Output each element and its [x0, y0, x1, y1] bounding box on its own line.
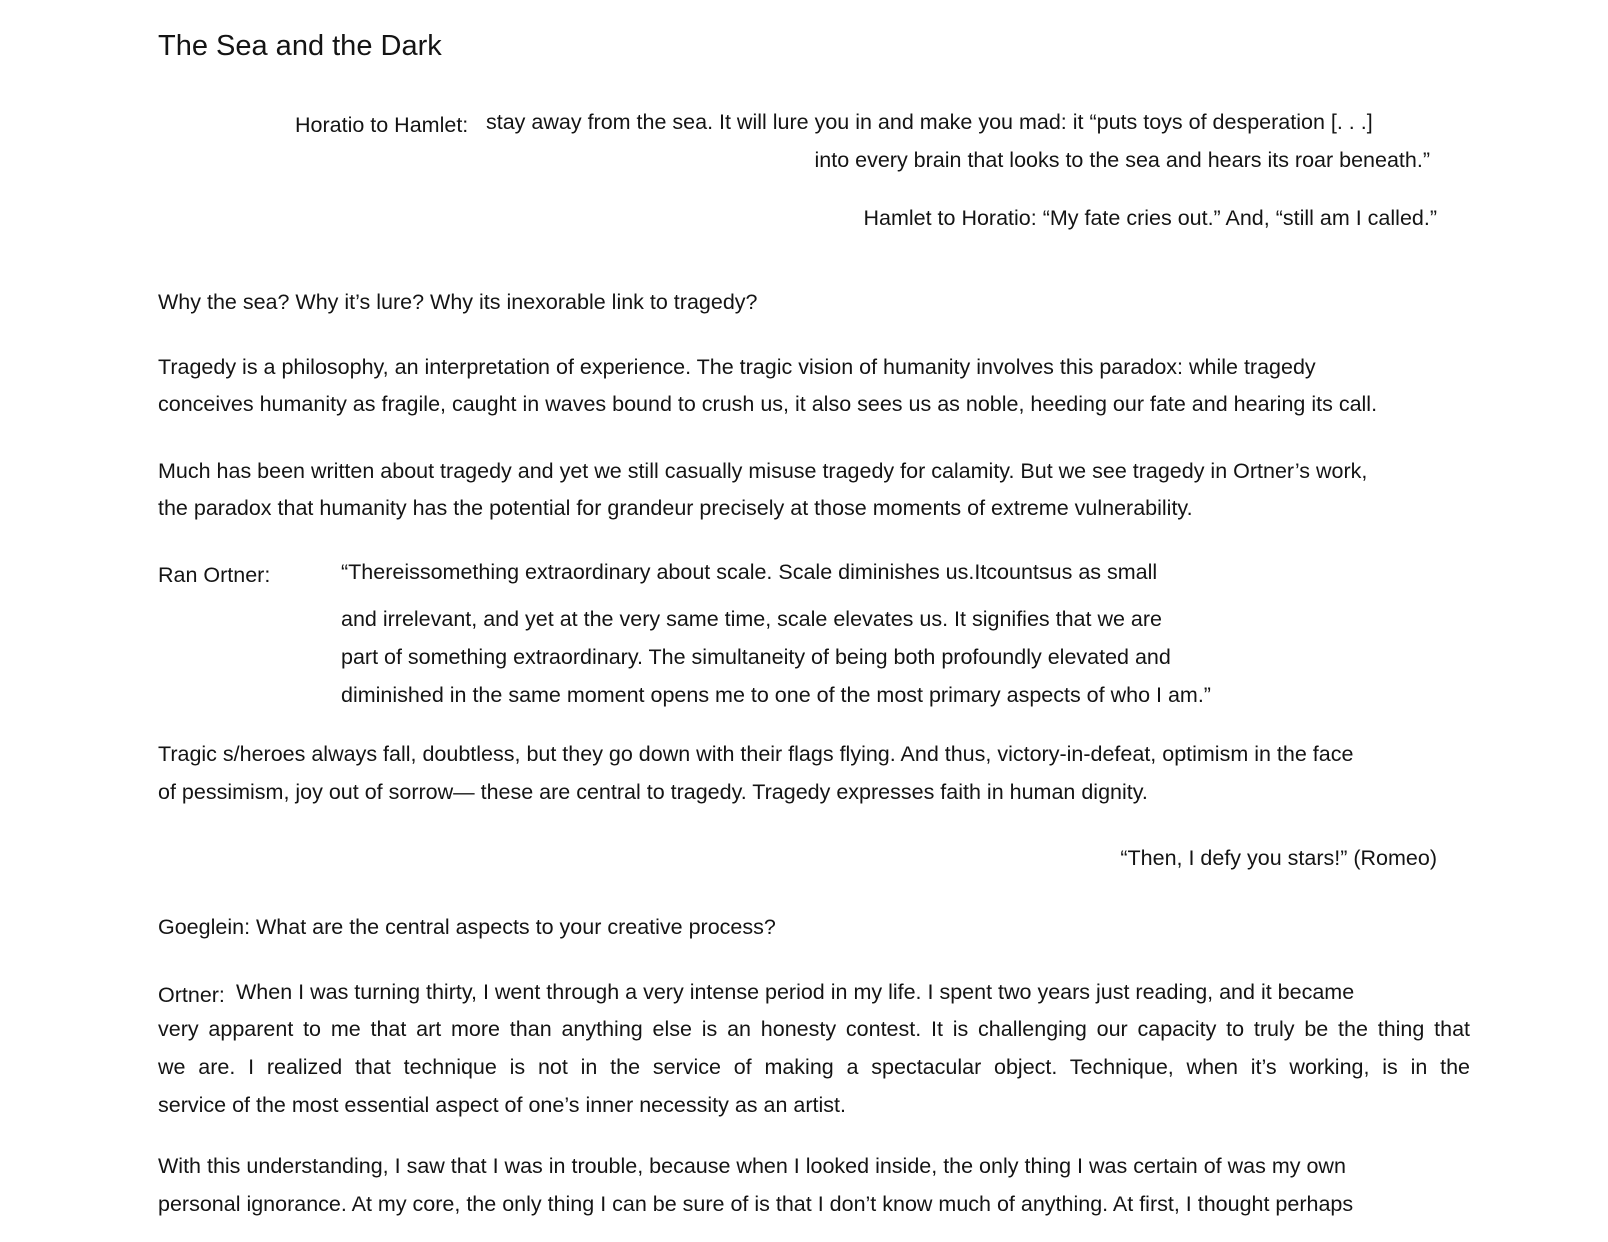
paragraph-5-line-2: personal ignorance. At my core, the only thing I can be sure of is that I don’t know much of anything. At first, I thought perhaps	[158, 1192, 1354, 1216]
paragraph-4-line-1: Tragic s/heroes always fall, doubtless, but they go down with their flags flying. And thus, victory-in-defeat, optimism in the face	[158, 742, 1354, 766]
epigraph-speaker-horatio: Horatio to Hamlet:	[295, 113, 469, 137]
answer-line-3: we are. I realized that technique is not in the service of making a spectacular object. Technique, when it’s working, is in the	[158, 1055, 1470, 1079]
paragraph-3-line-2: the paradox that humanity has the potential for grandeur precisely at those moments of extreme vulnerability.	[158, 496, 1193, 520]
paragraph-1-line-1: Why the sea? Why it’s lure? Why its inexorable link to tragedy?	[158, 290, 758, 314]
answer-line-4: service of the most essential aspect of one’s inner necessity as an artist.	[158, 1093, 846, 1117]
answer-speaker-ortner: Ortner:	[158, 983, 225, 1007]
answer-line-2: very apparent to me that art more than anything else is an honesty contest. It is challenging our capacity to truly be the thing that	[158, 1017, 1470, 1041]
quote-line-1: “Thereissomething extraordinary about scale. Scale diminishes us.Itcountsus as small	[341, 560, 1158, 584]
quote-line-4: diminished in the same moment opens me to one of the most primary aspects of who I am.”	[341, 683, 1211, 707]
answer-line-1: When I was turning thirty, I went through a very intense period in my life. I spent two years just reading, and it became	[236, 980, 1355, 1004]
paragraph-4-line-2: of pessimism, joy out of sorrow— these are central to tragedy. Tragedy expresses faith in human dignity.	[158, 780, 1148, 804]
interview-question: Goeglein: What are the central aspects to your creative process?	[158, 915, 776, 939]
romeo-quote: “Then, I defy you stars!” (Romeo)	[1120, 846, 1437, 870]
epigraph-line-3: Hamlet to Horatio: “My fate cries out.” And, “still am I called.”	[863, 206, 1437, 230]
paragraph-3-line-1: Much has been written about tragedy and yet we still casually misuse tragedy for calamity. But we see tragedy in Ortner’s work,	[158, 459, 1368, 483]
paragraph-2-line-2: conceives humanity as fragile, caught in waves bound to crush us, it also sees us as noble, heeding our fate and hearing its call.	[158, 392, 1378, 416]
quote-speaker-ran-ortner: Ran Ortner:	[158, 563, 271, 587]
document-title: The Sea and the Dark	[158, 30, 442, 62]
quote-line-3: part of something extraordinary. The simultaneity of being both profoundly elevated and	[341, 645, 1171, 669]
paragraph-5-line-1: With this understanding, I saw that I was in trouble, because when I looked inside, the only thing I was certain of was my own	[158, 1154, 1346, 1178]
epigraph-line-2: into every brain that looks to the sea and hears its roar beneath.”	[814, 148, 1430, 172]
epigraph-line-1: stay away from the sea. It will lure you in and make you mad: it “puts toys of desperation [. . .]	[486, 110, 1373, 134]
paragraph-2-line-1: Tragedy is a philosophy, an interpretation of experience. The tragic vision of humanity involves this paradox: while tragedy	[158, 355, 1316, 379]
quote-line-2: and irrelevant, and yet at the very same time, scale elevates us. It signifies that we are	[341, 607, 1162, 631]
